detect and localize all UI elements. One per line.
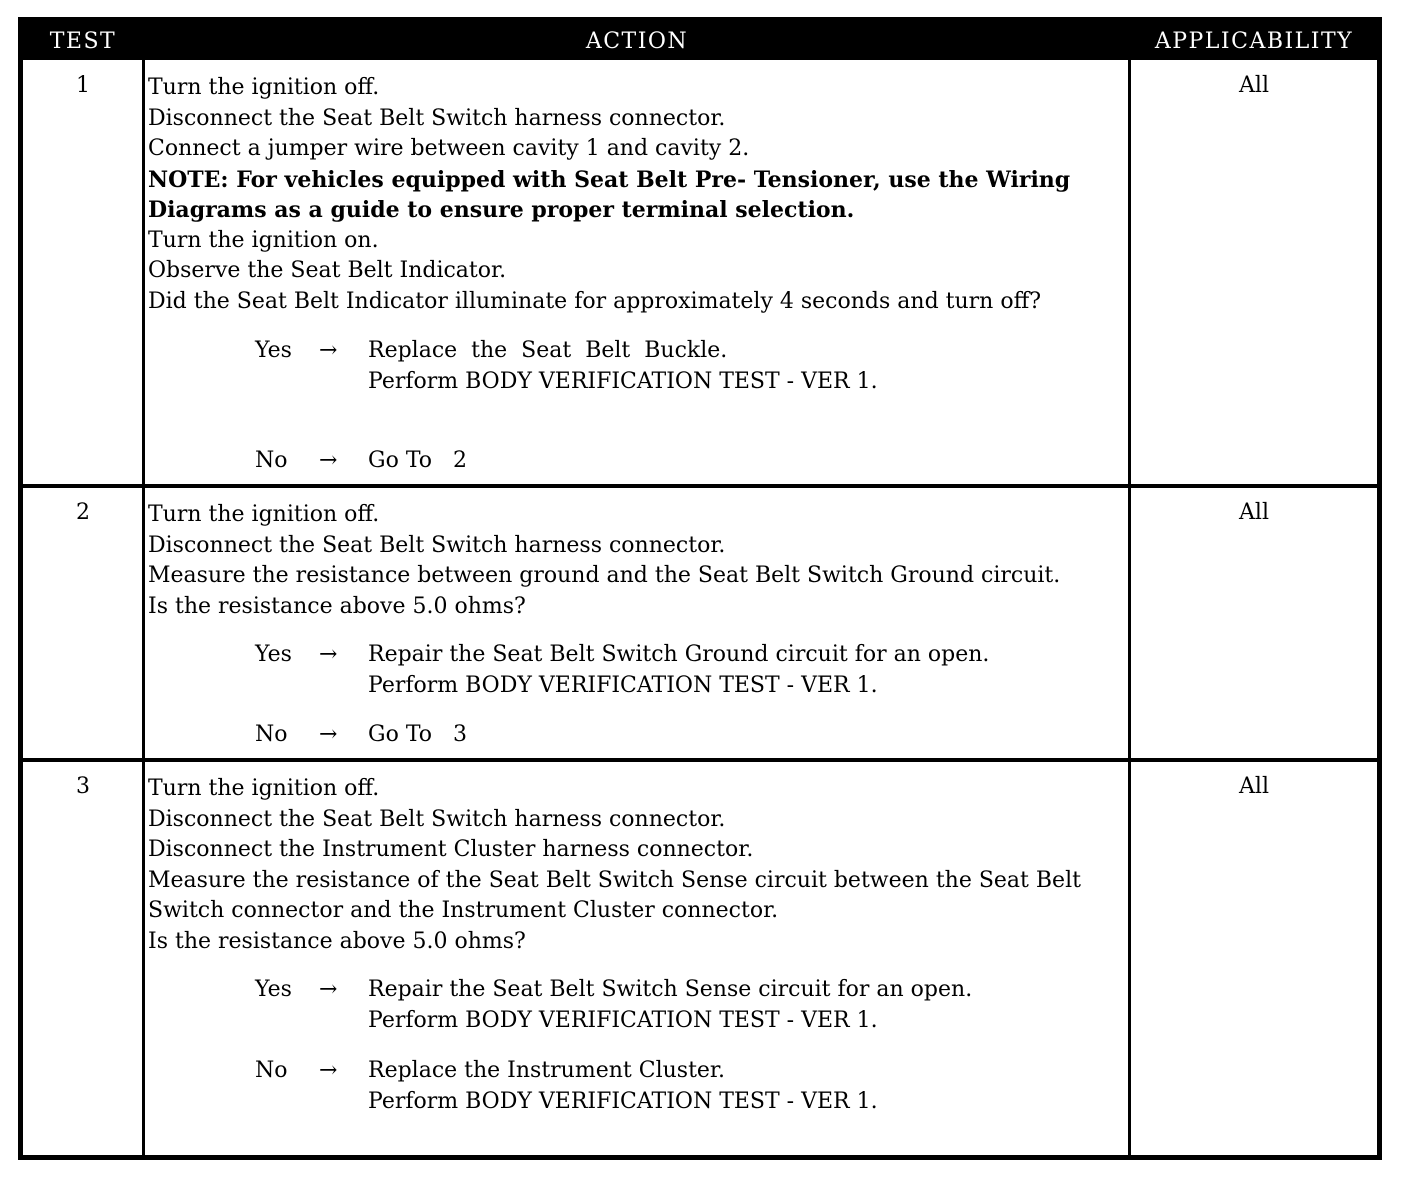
note-text: NOTE: For vehicles equipped with Seat Belt Pre- Tensioner, use the Wiring Diagrams as a guide to ensure proper terminal selection.	[148, 166, 1071, 223]
action-steps	[148, 73, 1128, 317]
test-number: 3	[76, 774, 90, 799]
test-number: 2	[76, 500, 90, 525]
header-test: TEST	[49, 29, 117, 54]
step-text: Measure the resistance of the Seat Belt Switch Sense circuit between the Seat Belt	[148, 867, 1081, 893]
column-divider	[1128, 60, 1131, 1160]
step-text: Disconnect the Seat Belt Switch harness connector.	[148, 806, 726, 832]
yes-action	[368, 335, 878, 397]
no-label: No	[255, 448, 288, 473]
step-text: Turn the ignition off.	[148, 502, 380, 527]
response-line: Perform BODY VERIFICATION TEST - VER 1.	[368, 369, 878, 394]
test-number: 1	[76, 73, 90, 98]
action-steps	[148, 500, 1128, 622]
step-text: Turn the ignition off.	[148, 776, 380, 801]
no-label: No	[255, 722, 288, 747]
yes-action	[368, 974, 972, 1036]
step-text: Switch connector and the Instrument Cluster connector.	[148, 898, 779, 923]
diagnostic-test-table	[18, 17, 1382, 1160]
header-applicability: APPLICABILITY	[1154, 29, 1354, 54]
yes-label: Yes	[255, 642, 292, 667]
step-text: Measure the resistance between ground and the Seat Belt Switch Ground circuit.	[148, 563, 1061, 588]
arrow-right-icon: →	[319, 448, 338, 473]
column-divider	[142, 60, 145, 1160]
step-text: Disconnect the Seat Belt Switch harness connector.	[148, 532, 726, 558]
no-action	[368, 719, 467, 750]
step-text: Disconnect the Instrument Cluster harness connector.	[148, 837, 754, 862]
applicability-value: All	[1239, 500, 1269, 525]
response-line: Perform BODY VERIFICATION TEST - VER 1.	[368, 1008, 878, 1033]
response-line: Go To 2	[368, 448, 467, 473]
step-text: Turn the ignition on.	[148, 227, 379, 253]
yes-label: Yes	[255, 977, 292, 1002]
table-header	[23, 22, 1377, 60]
arrow-right-icon: →	[319, 338, 338, 363]
yes-action	[368, 639, 989, 701]
step-text: Turn the ignition off.	[148, 75, 380, 100]
applicability-value: All	[1239, 774, 1269, 799]
row-divider	[23, 484, 1377, 488]
yes-label: Yes	[255, 338, 292, 363]
step-text: Is the resistance above 5.0 ohms?	[148, 593, 526, 619]
action-steps	[148, 774, 1128, 957]
response-line: Repair the Seat Belt Switch Sense circuit for an open.	[368, 977, 973, 1002]
step-text: Is the resistance above 5.0 ohms?	[148, 928, 526, 954]
step-text: Observe the Seat Belt Indicator.	[148, 258, 507, 283]
arrow-right-icon: →	[319, 722, 338, 747]
no-action	[368, 445, 467, 476]
arrow-right-icon: →	[319, 1058, 338, 1083]
no-action	[368, 1055, 878, 1117]
applicability-value: All	[1239, 73, 1269, 98]
response-line: Replace the Instrument Cluster.	[368, 1058, 726, 1083]
step-text: Did the Seat Belt Indicator illuminate for approximately 4 seconds and turn off?	[148, 288, 1041, 314]
arrow-right-icon: →	[319, 977, 338, 1002]
no-label: No	[255, 1058, 288, 1083]
header-action: ACTION	[585, 29, 689, 54]
response-line: Replace the Seat Belt Buckle.	[368, 338, 728, 363]
arrow-right-icon: →	[319, 642, 338, 667]
row-divider	[23, 758, 1377, 762]
step-text: Disconnect the Seat Belt Switch harness connector.	[148, 105, 726, 131]
response-line: Perform BODY VERIFICATION TEST - VER 1.	[368, 1089, 878, 1114]
response-line: Perform BODY VERIFICATION TEST - VER 1.	[368, 673, 878, 698]
step-text: Connect a jumper wire between cavity 1 and cavity 2.	[148, 136, 750, 161]
response-line: Go To 3	[368, 722, 467, 747]
response-line: Repair the Seat Belt Switch Ground circuit for an open.	[368, 642, 990, 667]
